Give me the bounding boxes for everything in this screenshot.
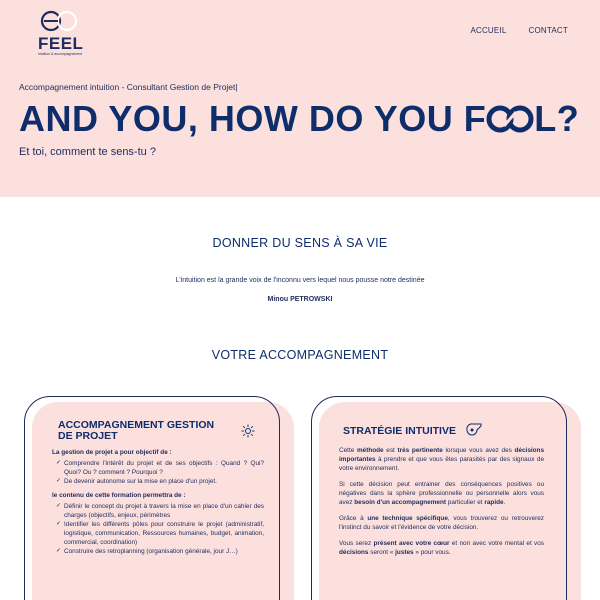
text-bold: très pertinente: [397, 447, 443, 454]
section-title-accompagnement: VOTRE ACCOMPAGNEMENT: [211, 348, 389, 362]
text-span: seront «: [368, 549, 396, 556]
card2-paragraph-3: [339, 514, 544, 532]
text-bold: décisions: [339, 549, 369, 556]
list-item: ✓ De devenir autonome sur la mise en place d'un projet.: [56, 477, 264, 486]
text-bold: rapide: [484, 499, 504, 506]
card1-heading-2: le contenu de cette formation permettra de :: [52, 492, 186, 499]
headline-part-1: AND YOU, HOW DO YOU F: [19, 98, 487, 139]
headline-part-2: L?: [534, 98, 580, 139]
text-bold: justes: [395, 549, 414, 556]
card1-title: ACCOMPAGNEMENT GESTION DE PROJET: [58, 419, 215, 442]
sun-icon: [241, 424, 255, 443]
nav-contact[interactable]: CONTACT: [528, 26, 568, 35]
nav-accueil[interactable]: ACCUEIL: [470, 26, 507, 35]
text-bold: présent avec votre cœur: [373, 540, 450, 547]
card2-paragraph-1: [339, 446, 544, 473]
list-item: ✓ Comprendre l'intérêt du projet et de ses objectifs : Quand ? Qui? Quoi? Ou ? comment ? Pourquoi ?: [56, 459, 264, 477]
text-span: » pour vous.: [413, 549, 451, 556]
whistle-icon: [465, 421, 483, 442]
text-span: est: [383, 447, 398, 454]
logo-text: FEEL: [38, 34, 84, 53]
quote-author: Minou PETROWSKI: [267, 296, 333, 303]
card1-body: [52, 448, 264, 561]
text-bold: besoin d'un accompagnement: [354, 499, 446, 506]
text-span: , vous trouverez ou retrouverez l'instinct du savoir et l'évidence de votre décision.: [339, 515, 545, 531]
infinity-logo-icon: [38, 8, 82, 34]
card1-list-2: [56, 502, 264, 556]
hero-tagline: Accompagnement intuition - Consultant Gestion de Projet|: [19, 82, 238, 92]
card2-paragraph-4: [339, 539, 544, 557]
list-item: ✓ Construire des retroplanning (organisation générale, jour J…): [56, 547, 264, 556]
hero-subtitle: Et toi, comment te sens-tu ?: [19, 146, 156, 158]
text-span: lorsque vous avez des: [442, 447, 515, 454]
text-span: Grâce à: [339, 515, 368, 522]
text-bold: une technique spécifique: [367, 515, 448, 522]
quote-text: L'intuition est la grande voix de l'inconnu vers lequel nous pousse notre destinée: [175, 277, 425, 284]
text-span: .: [503, 499, 506, 506]
hero-headline: [19, 98, 579, 140]
text-span: Vous serez: [339, 540, 374, 547]
text-span: à prendre et que vous êtes parasités par des signaux de votre environnement.: [339, 456, 544, 472]
card2-body: [339, 446, 544, 564]
main-nav: [470, 26, 568, 35]
text-span: Cette: [339, 447, 357, 454]
text-span: particulier et: [446, 499, 485, 506]
section-title-sens: DONNER DU SENS À SA VIE: [212, 236, 388, 250]
text-bold: décisions importantes: [339, 447, 545, 463]
card2-paragraph-2: [339, 480, 544, 507]
logo[interactable]: [34, 8, 86, 58]
card2-title: STRATÉGIE INTUITIVE: [343, 425, 456, 437]
card1-list-1: [56, 459, 264, 486]
text-bold: méthode: [356, 447, 384, 454]
text-span: et non avec votre mental et vos: [449, 540, 544, 547]
list-item: ✓ Définir le concept du projet à travers la mise en place d'un cahier des charges (objectifs, enjeux, périmètres: [56, 502, 264, 520]
logo-subtext: intuition & accompagnement: [38, 52, 83, 56]
infinity-oo-icon: [486, 101, 534, 131]
text-span: Si cette décision peut entrainer des conséquences positives ou négatives dans la sphère professionnelle ou personnelle alors vous avez: [339, 481, 544, 506]
card1-heading-1: La gestion de projet a pour objectif de :: [52, 449, 172, 456]
list-item: ✓ Identifier les différents pôles pour construire le projet (administratif, logistique, communication, Ressources humaines, budget, animation, commercial, coordination): [56, 520, 264, 547]
